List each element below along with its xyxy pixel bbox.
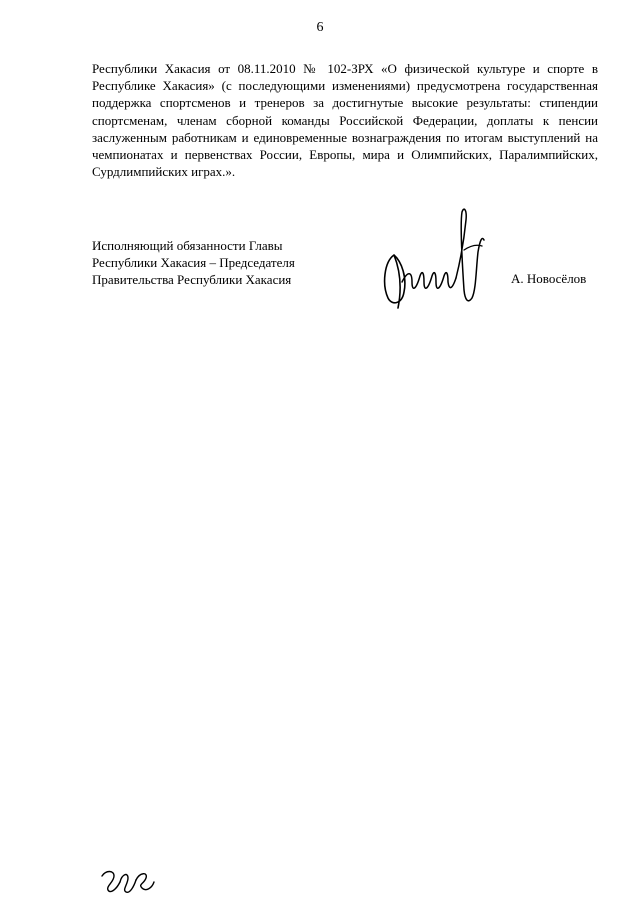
page-number: 6: [316, 20, 324, 35]
position-line-1: Исполняющий обязанности Главы: [92, 238, 283, 253]
position-line-2: Республики Хакасия – Председателя: [92, 255, 295, 270]
handwritten-signature: [372, 200, 502, 315]
position-line-3: Правительства Республики Хакасия: [92, 272, 292, 287]
body-paragraph: Республики Хакасия от 08.11.2010 № 102-ЗРХ «О физической культуре и спорте в Республике Хакасия» (с последующими изменениями) предусмотрена государственная поддержка спортсменов и тренеров за достигнутые высокие результаты: стипендии спортсменам, членам сборной команды Российской Федерации, доплаты к пенсии заслуженным работникам и единовременные вознаграждения по итогам выступлений на чемпионатах и первенствах России, Европы, мира и Олимпийских, Паралимпийских, Сурдлимпийских играх.».: [92, 61, 598, 180]
handwritten-mark: [98, 862, 158, 896]
signer-name: А. Новосёлов: [511, 271, 587, 286]
signatory-position: [92, 237, 295, 288]
